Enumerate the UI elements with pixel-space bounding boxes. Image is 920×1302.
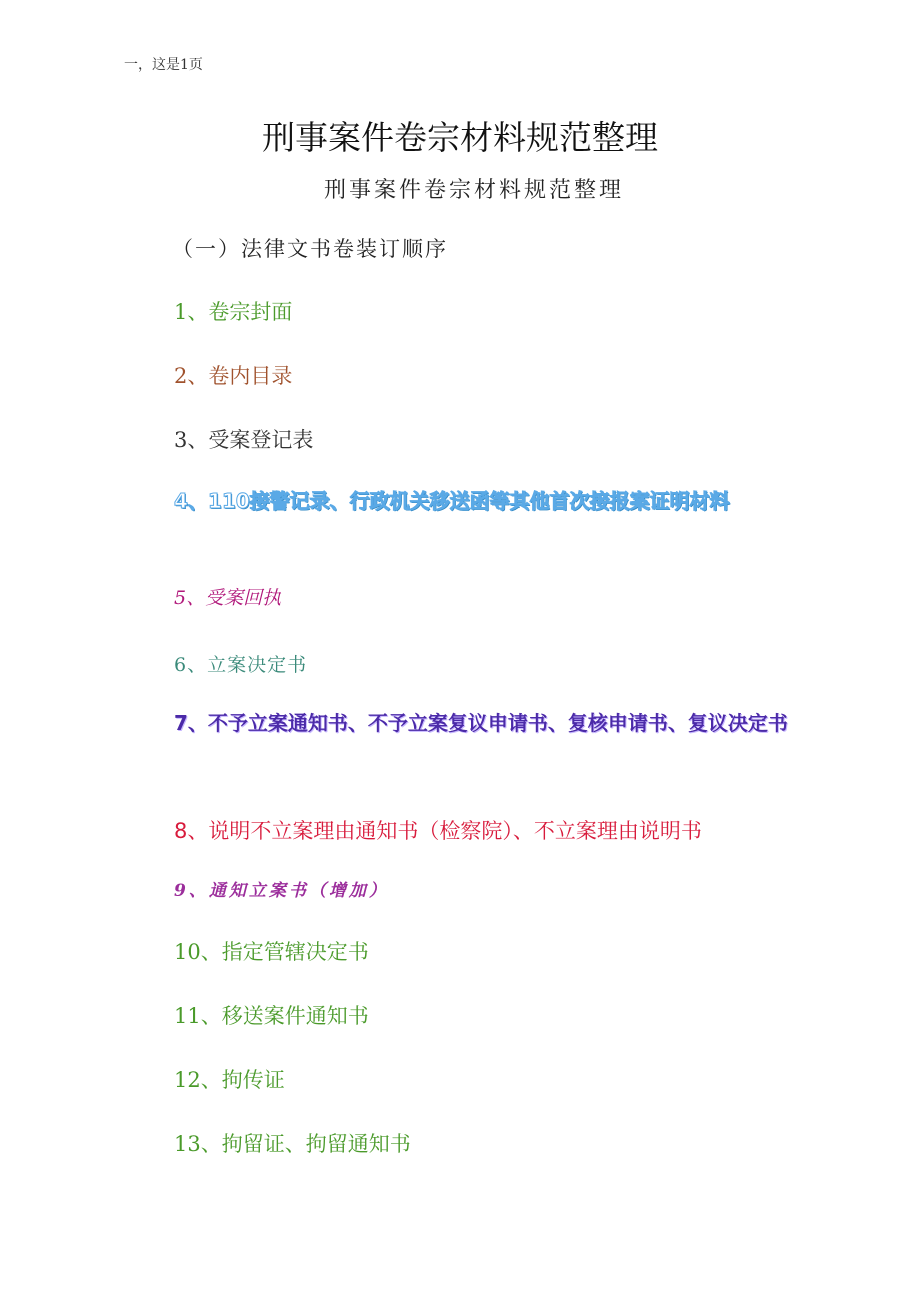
document-title: 刑事案件卷宗材料规范整理 [262,118,658,157]
page-header-note: 一，这是1页 [124,57,203,73]
list-item-13: 13、拘留证、拘留通知书 [174,1132,411,1156]
list-item-8: 8、说明不立案理由通知书（检察院）、不立案理由说明书 [174,819,702,843]
section-heading: （一）法律文书卷装订顺序 [172,237,448,261]
list-item-7: 7、不予立案通知书、不予立案复议申请书、复核申请书、复议决定书 [174,711,788,735]
list-item-1: 1、卷宗封面 [174,300,293,324]
document-subtitle: 刑事案件卷宗材料规范整理 [323,178,624,203]
list-item-3: 3、受案登记表 [174,428,314,452]
list-item-11: 11、移送案件通知书 [174,1004,369,1028]
list-item-4: 4、110接警记录、行政机关移送函等其他首次接报案证明材料 [174,489,730,513]
list-item-9: 9、通知立案书（增加） [174,881,389,901]
list-item-2: 2、卷内目录 [174,364,293,388]
list-item-6: 6、立案决定书 [174,654,308,676]
list-item-12: 12、拘传证 [174,1068,285,1092]
list-item-10: 10、指定管辖决定书 [174,940,369,964]
list-item-5: 5、受案回执 [174,587,282,609]
